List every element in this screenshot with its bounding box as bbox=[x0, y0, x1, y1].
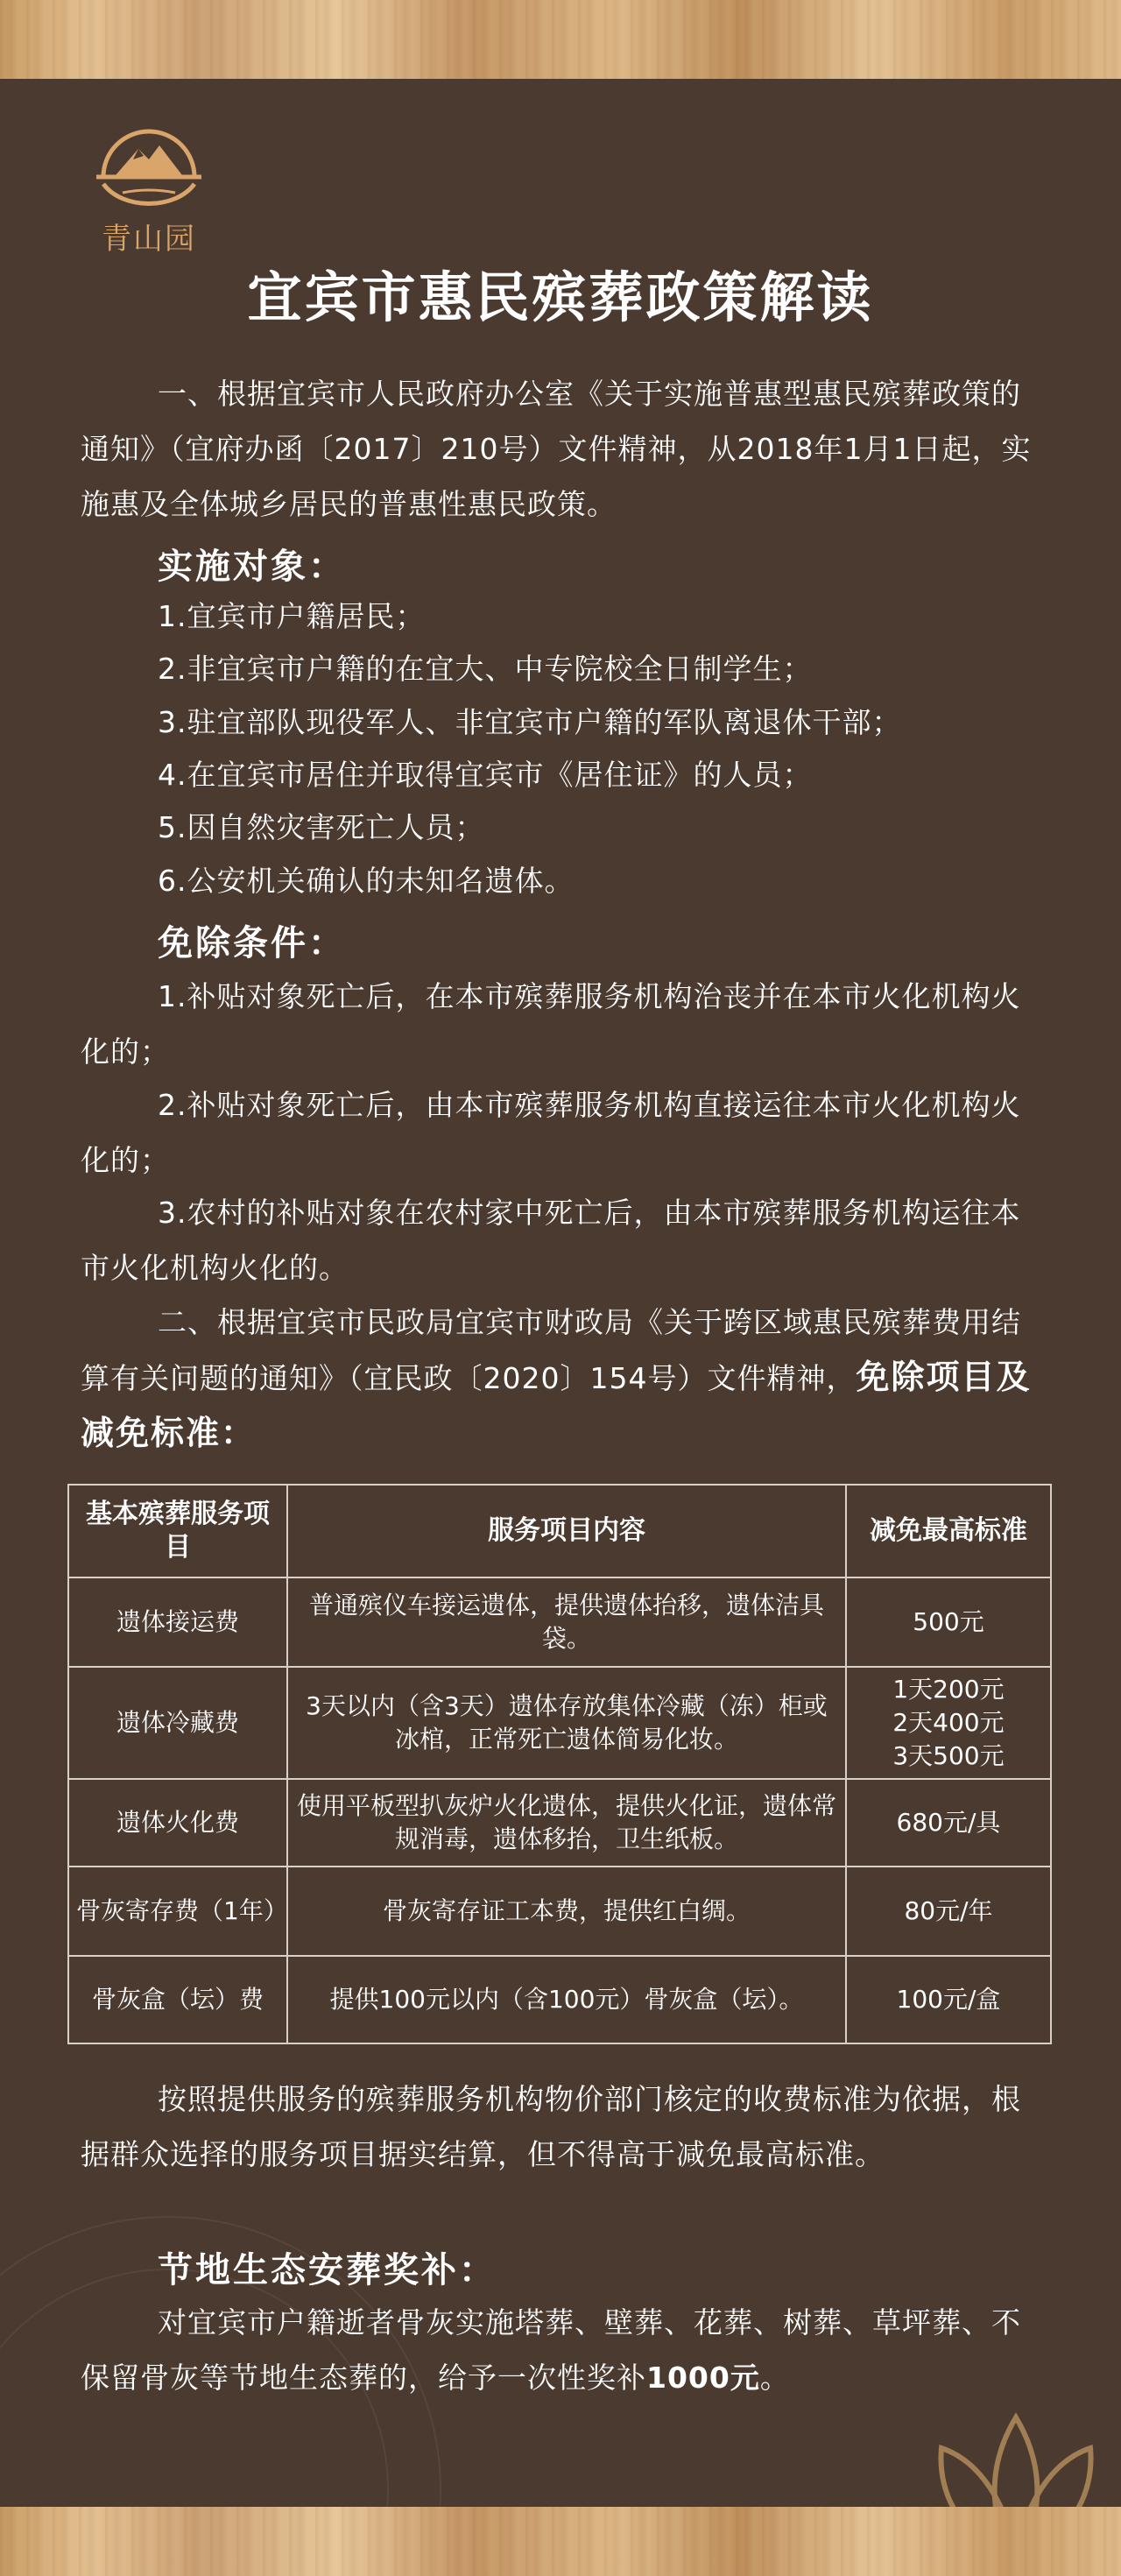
logo-text: 青山园 bbox=[102, 222, 196, 257]
table-cell-standard: 80元/年 bbox=[846, 1867, 1051, 1956]
table-header-cell: 基本殡葬服务项目 bbox=[68, 1485, 287, 1577]
condition-item: 3.农村的补贴对象在农村家中死亡后，由本市殡葬服务机构运往本市火化机构火化的。 bbox=[81, 1196, 1021, 1285]
eco-burial-heading: 节地生态安葬奖补： bbox=[158, 2250, 497, 2290]
second-policy-paragraph bbox=[81, 1295, 1042, 1462]
table-cell-content: 普通殡仪车接运遗体，提供遗体抬移，遗体洁具袋。 bbox=[287, 1577, 846, 1667]
exemption-table bbox=[67, 1484, 1052, 2044]
table-cell-item: 遗体冷藏费 bbox=[68, 1667, 287, 1779]
table-cell-content: 使用平板型扒灰炉火化遗体，提供火化证，遗体常规消毒，遗体移抬，卫生纸板。 bbox=[287, 1779, 846, 1867]
poster-panel bbox=[0, 79, 1121, 2507]
settlement-note: 按照提供服务的殡葬服务机构物价部门核定的收费标准为依据，根据群众选择的服务项目据实结算，但不得高于减免最高标准。 bbox=[81, 2082, 1021, 2171]
target-item: 5.因自然灾害死亡人员； bbox=[158, 810, 485, 844]
target-item: 6.公安机关确认的未知名遗体。 bbox=[158, 864, 575, 898]
target-item: 2.非宜宾市户籍的在宜大、中专院校全日制学生； bbox=[158, 652, 813, 686]
eco-burial-amount: 1000元 bbox=[646, 2361, 760, 2395]
eco-burial-text: 对宜宾市户籍逝者骨灰实施塔葬、壁葬、花葬、树葬、草坪葬、不保留骨灰等节地生态葬的，给予一次性奖补 bbox=[81, 2305, 1021, 2395]
table-cell-item: 遗体接运费 bbox=[68, 1577, 287, 1667]
table-header-cell: 服务项目内容 bbox=[287, 1485, 846, 1577]
table-row bbox=[68, 1577, 1051, 1667]
table-cell-item: 遗体火化费 bbox=[68, 1779, 287, 1867]
table-cell-standard: 500元 bbox=[846, 1577, 1051, 1667]
table-row bbox=[68, 1867, 1051, 1956]
logo bbox=[88, 123, 210, 257]
table-row bbox=[68, 1779, 1051, 1867]
target-item: 3.驻宜部队现役军人、非宜宾市户籍的军队离退休干部； bbox=[158, 705, 902, 739]
table-cell-item: 骨灰寄存费（1年） bbox=[68, 1867, 287, 1956]
table-cell-item: 骨灰盒（坛）费 bbox=[68, 1956, 287, 2043]
table-cell-content: 骨灰寄存证工本费，提供红白绸。 bbox=[287, 1867, 846, 1956]
table-header-cell: 减免最高标准 bbox=[846, 1485, 1051, 1577]
table-row bbox=[68, 1956, 1051, 2043]
intro-paragraph: 一、根据宜宾市人民政府办公室《关于实施普惠型惠民殡葬政策的通知》（宜府办函〔2017〕210号）文件精神，从2018年1月1日起，实施惠及全体城乡居民的普惠性惠民政策。 bbox=[81, 377, 1032, 521]
conditions-heading: 免除条件： bbox=[158, 923, 346, 963]
wood-border-top bbox=[0, 0, 1121, 79]
table-cell-standard: 1天200元 2天400元 3天500元 bbox=[846, 1667, 1051, 1779]
page-title: 宜宾市惠民殡葬政策解读 bbox=[247, 265, 874, 329]
table-row bbox=[68, 1667, 1051, 1779]
condition-item: 2.补贴对象死亡后，由本市殡葬服务机构直接运往本市火化机构火化的； bbox=[81, 1088, 1021, 1177]
table-cell-content: 3天以内（含3天）遗体存放集体冷藏（冻）柜或冰棺，正常死亡遗体简易化妆。 bbox=[287, 1667, 846, 1779]
table-cell-standard: 100元/盒 bbox=[846, 1956, 1051, 2043]
table-cell-content: 提供100元以内（含100元）骨灰盒（坛）。 bbox=[287, 1956, 846, 2043]
target-item: 4.在宜宾市居住并取得宜宾市《居住证》的人员； bbox=[158, 758, 813, 792]
mountain-logo-icon bbox=[88, 123, 210, 219]
eco-burial-paragraph bbox=[81, 2295, 1042, 2405]
condition-item: 1.补贴对象死亡后，在本市殡葬服务机构治丧并在本市火化机构火化的； bbox=[81, 979, 1021, 1069]
wood-border-bottom bbox=[0, 2507, 1121, 2576]
second-policy-text: 二、根据宜宾市民政局宜宾市财政局《关于跨区域惠民殡葬费用结算有关问题的通知》（宜民政〔2020〕154号）文件精神， bbox=[81, 1305, 1021, 1395]
exemption-heading: 免除项目及减免标准： bbox=[81, 1358, 1032, 1452]
eco-burial-end: 。 bbox=[759, 2361, 790, 2395]
target-item: 1.宜宾市户籍居民； bbox=[158, 599, 426, 633]
targets-heading: 实施对象： bbox=[158, 547, 346, 587]
table-header-row bbox=[68, 1485, 1051, 1577]
table-cell-standard: 680元/具 bbox=[846, 1779, 1051, 1867]
